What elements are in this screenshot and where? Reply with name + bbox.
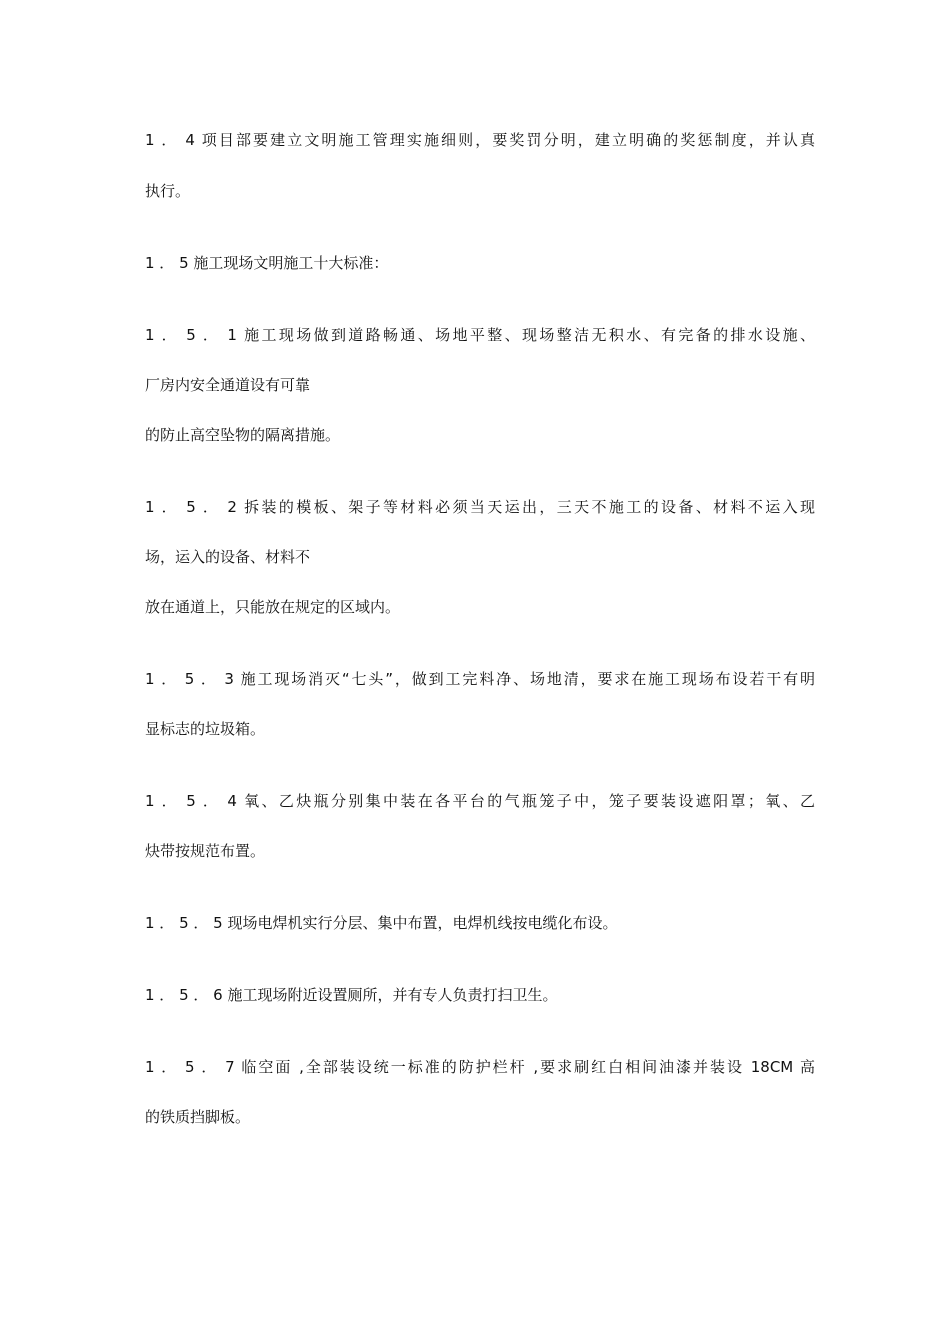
- paragraph-1-5-1-line-2: 厂房内安全通道设有可靠: [145, 376, 311, 394]
- paragraph-1-5-4-line-2: 炔带按规范布置。: [145, 842, 266, 860]
- paragraph-1-5-2-line-2: 场，运入的设备、材料不: [145, 548, 311, 566]
- paragraph-1-5-2-line-3: 放在通道上，只能放在规定的区域内。: [145, 598, 401, 616]
- paragraph-1-5-5: 1 ． 5 ． 5 现场电焊机实行分层、集中布置，电焊机线按电缆化布设。: [145, 914, 618, 932]
- paragraph-1-5-1-line-3: 的防止高空坠物的隔离措施。: [145, 426, 341, 444]
- paragraph-1-5-1-line-1: 1 ． 5 ． 1 施工现场做到道路畅通、场地平整、现场整洁无积水、有完备的排水设施、: [145, 326, 815, 344]
- paragraph-1-5-6: 1 ． 5 ． 6 施工现场附近设置厕所，并有专人负责打扫卫生。: [145, 986, 558, 1004]
- paragraph-1-5-7-line-1: 1 ． 5 ． 7 临空面 ,全部装设统一标准的防护栏杆 ,要求刷红白相间油漆并装设 18CM 高: [145, 1058, 815, 1076]
- paragraph-1-5-4-line-1: 1 ． 5 ． 4 氧、乙炔瓶分别集中装在各平台的气瓶笼子中，笼子要装设遮阳罩；氧、乙: [145, 792, 815, 810]
- paragraph-1-5-7-line-2: 的铁质挡脚板。: [145, 1108, 251, 1126]
- paragraph-1-5-3-line-1: 1 ． 5 ． 3 施工现场消灭“七头”，做到工完料净、场地清，要求在施工现场布设若干有明: [145, 670, 815, 688]
- paragraph-1-5-2-line-1: 1 ． 5 ． 2 拆装的模板、架子等材料必须当天运出，三天不施工的设备、材料不运入现: [145, 498, 815, 516]
- paragraph-1-4-line-2: 执行。: [145, 182, 191, 200]
- paragraph-1-5-3-line-2: 显标志的垃圾箱。: [145, 720, 266, 738]
- heading-1-5: 1 ． 5 施工现场文明施工十大标准：: [145, 254, 389, 272]
- paragraph-1-4-line-1: 1 ． 4 项目部要建立文明施工管理实施细则，要奖罚分明，建立明确的奖惩制度，并认真: [145, 131, 815, 149]
